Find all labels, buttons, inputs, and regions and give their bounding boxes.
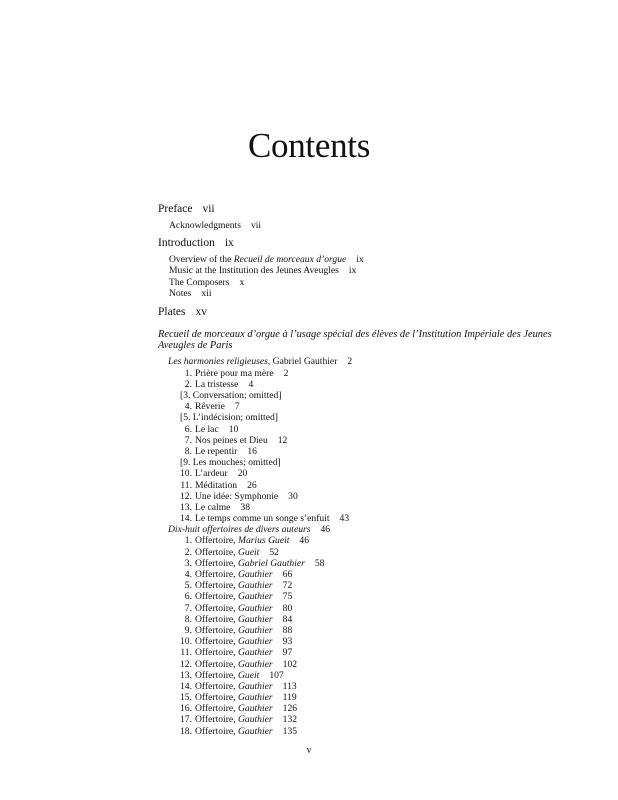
list-item bbox=[180, 670, 580, 681]
item-number: 9. bbox=[184, 624, 192, 636]
item-number: 17. bbox=[180, 714, 192, 726]
toc-entry-label: Introduction bbox=[158, 237, 215, 250]
toc-subentry bbox=[169, 265, 558, 276]
item-author: Gauthier bbox=[237, 624, 273, 636]
toc-entry-label: Plates bbox=[158, 306, 186, 319]
toc-page-number: 107 bbox=[269, 669, 284, 681]
item-title: Offertoire, bbox=[195, 714, 236, 726]
toc-page-number: 12 bbox=[277, 434, 288, 446]
item-title: Le repentir bbox=[195, 445, 238, 457]
list-item bbox=[180, 603, 580, 614]
item-title: Offertoire, bbox=[195, 669, 236, 681]
item-title: Une idée: Symphonie bbox=[195, 490, 279, 502]
chapter-title: Les harmonies religieuses, bbox=[168, 356, 271, 368]
list-item bbox=[180, 703, 580, 714]
item-number: 12. bbox=[180, 658, 192, 670]
list-item bbox=[180, 614, 580, 625]
list-item bbox=[180, 379, 580, 390]
item-title: Offertoire, bbox=[195, 557, 236, 569]
item-number: 8. bbox=[184, 613, 192, 625]
item-author: Gauthier bbox=[237, 692, 273, 704]
toc-entry-label: Preface bbox=[158, 203, 193, 215]
list-item bbox=[180, 636, 580, 647]
list-item bbox=[180, 558, 580, 569]
item-title: Offertoire, bbox=[195, 591, 236, 603]
list-item bbox=[180, 491, 580, 502]
toc-page-number: vii bbox=[250, 220, 262, 231]
item-title: Offertoire, bbox=[195, 546, 236, 558]
item-author: Marius Gueit bbox=[237, 535, 290, 547]
item-author: Gabriel Gauthier bbox=[237, 557, 305, 569]
list-item bbox=[180, 446, 580, 457]
toc-page-number: ix bbox=[348, 265, 357, 277]
toc-page-number: 97 bbox=[282, 647, 293, 659]
list-item bbox=[180, 547, 580, 558]
list-item bbox=[180, 480, 580, 491]
toc-entry-preface bbox=[158, 203, 558, 216]
item-number: 5. bbox=[184, 580, 192, 592]
list-item bbox=[180, 591, 580, 602]
list-item bbox=[180, 625, 580, 636]
list-item bbox=[180, 692, 580, 703]
item-title: Le calme bbox=[195, 501, 231, 513]
toc-page-number: xv bbox=[195, 306, 207, 319]
item-number: 1. bbox=[184, 367, 192, 379]
toc-subentry-label: Notes bbox=[169, 287, 192, 299]
page-title: Contents bbox=[247, 126, 371, 165]
toc-page-number: 126 bbox=[282, 703, 298, 715]
item-number: 3. bbox=[184, 557, 192, 569]
toc-subentry-label: Acknowledgments bbox=[169, 220, 241, 231]
toc-page-number: 2 bbox=[283, 367, 289, 379]
toc-chapter-harmonies bbox=[168, 356, 558, 367]
toc-page-number: 43 bbox=[339, 513, 350, 525]
item-author: Gauthier bbox=[237, 602, 273, 614]
toc-page-number: 72 bbox=[282, 580, 293, 592]
item-title: La tristesse bbox=[195, 378, 239, 390]
offertoires-entries bbox=[180, 535, 580, 736]
item-number: 18. bbox=[180, 725, 192, 737]
item-author: Gauthier bbox=[237, 613, 273, 625]
toc-page-number: 38 bbox=[240, 501, 251, 513]
item-title: L’ardeur bbox=[195, 468, 228, 480]
item-title: [5. L’indécision; omitted] bbox=[180, 412, 278, 424]
harmonies-entries bbox=[180, 368, 580, 525]
toc-page-number: 113 bbox=[282, 680, 297, 692]
item-number: 10. bbox=[180, 468, 192, 480]
toc-page-number: 119 bbox=[282, 692, 297, 704]
toc-page-number: ix bbox=[356, 254, 364, 266]
item-author: Gauthier bbox=[237, 714, 273, 726]
item-title: Offertoire, bbox=[195, 580, 236, 592]
toc-page-number: x bbox=[239, 276, 245, 288]
item-title: Méditation bbox=[195, 479, 238, 491]
list-item bbox=[180, 714, 580, 725]
item-title: [3. Conversation; omitted] bbox=[180, 390, 282, 401]
toc-subentry bbox=[169, 220, 558, 231]
toc-page-number: 46 bbox=[299, 535, 310, 547]
item-author: Gueit bbox=[237, 546, 260, 558]
item-number: 8. bbox=[184, 445, 192, 457]
toc-page-number: 66 bbox=[282, 569, 293, 581]
item-title: Offertoire, bbox=[195, 692, 236, 704]
toc-page-number: 80 bbox=[282, 602, 293, 614]
toc-subentry-label: Music at the Institution des Jeunes Aveugles bbox=[169, 265, 339, 277]
item-title: Rêverie bbox=[195, 401, 225, 413]
toc-page-number: 93 bbox=[282, 636, 293, 648]
chapter-title: Dix-huit offertoires de divers auteurs bbox=[168, 524, 311, 536]
toc-page-number: 102 bbox=[282, 658, 298, 670]
item-number: 7. bbox=[184, 602, 192, 614]
item-number: 14. bbox=[180, 680, 192, 692]
toc-page-number: 2 bbox=[347, 356, 353, 368]
item-number: 14. bbox=[180, 513, 192, 525]
item-title: Prière pour ma mère bbox=[195, 367, 274, 379]
item-number: 4. bbox=[184, 569, 192, 581]
item-number: 11. bbox=[180, 647, 192, 659]
toc-subentry-label: Overview of the bbox=[169, 254, 234, 266]
item-author: Gauthier bbox=[237, 703, 273, 715]
toc-page-number: 7 bbox=[234, 401, 240, 413]
list-item bbox=[180, 390, 580, 401]
toc-page-number: xii bbox=[201, 287, 212, 299]
list-item bbox=[180, 401, 580, 412]
toc-page-number: 46 bbox=[320, 524, 331, 536]
item-title: Offertoire, bbox=[195, 647, 236, 659]
item-title: Offertoire, bbox=[195, 535, 236, 547]
item-title: Offertoire, bbox=[195, 613, 236, 625]
toc-chapter-offertoires bbox=[168, 524, 558, 535]
toc-subentry bbox=[169, 288, 558, 299]
list-item bbox=[180, 681, 580, 692]
toc-subentry bbox=[169, 277, 558, 288]
list-item bbox=[180, 726, 580, 737]
toc-page-number: 84 bbox=[282, 613, 293, 625]
item-title: Offertoire, bbox=[195, 725, 236, 737]
item-title: Offertoire, bbox=[195, 602, 236, 614]
item-number: 2. bbox=[184, 546, 192, 558]
item-author: Gauthier bbox=[237, 658, 273, 670]
toc-page-number: 135 bbox=[282, 725, 298, 737]
toc-page-number: vii bbox=[202, 203, 215, 215]
item-title: Offertoire, bbox=[195, 569, 236, 581]
item-author: Gauthier bbox=[237, 636, 273, 648]
toc-page-number: 52 bbox=[269, 546, 279, 558]
toc-entry-plates bbox=[158, 306, 558, 319]
table-of-contents bbox=[158, 203, 558, 737]
item-number: 4. bbox=[184, 401, 192, 413]
toc-page-number: 75 bbox=[282, 591, 293, 603]
item-number: 13. bbox=[180, 669, 192, 681]
introduction-subentries bbox=[158, 254, 558, 299]
item-number: 10. bbox=[180, 636, 192, 648]
item-title: Le temps comme un songe s’enfuit bbox=[195, 513, 330, 525]
item-title: Offertoire, bbox=[195, 624, 236, 636]
toc-entry-introduction bbox=[158, 237, 558, 250]
toc-page-number: 58 bbox=[314, 557, 325, 569]
item-number: 11. bbox=[180, 479, 192, 491]
toc-page-number: 20 bbox=[237, 468, 248, 480]
list-item bbox=[180, 424, 580, 435]
item-author: Gauthier bbox=[237, 580, 273, 592]
list-item bbox=[180, 412, 580, 423]
list-item bbox=[180, 647, 580, 658]
chapter-author: Gabriel Gauthier bbox=[272, 356, 338, 368]
toc-page-number: 30 bbox=[288, 490, 298, 502]
page-folio: v bbox=[306, 745, 312, 756]
item-title: Nos peines et Dieu bbox=[195, 434, 268, 446]
item-title: Offertoire, bbox=[195, 680, 236, 692]
item-title: Offertoire, bbox=[195, 658, 236, 670]
item-author: Gauthier bbox=[237, 647, 273, 659]
item-author: Gauthier bbox=[237, 569, 273, 581]
recueil-title: Recueil de morceaux d’orgue à l’usage spécial des élèves de l’Institution Impériale des Jeunes Aveugles de Paris bbox=[158, 329, 552, 352]
item-number: 12. bbox=[180, 490, 192, 502]
list-item bbox=[180, 569, 580, 580]
toc-page-number: 4 bbox=[248, 378, 254, 390]
item-number: 2. bbox=[184, 378, 192, 390]
item-number: 15. bbox=[180, 692, 192, 704]
item-title: [9. Les mouches; omitted] bbox=[180, 457, 281, 469]
item-author: Gauthier bbox=[237, 680, 273, 692]
item-number: 6. bbox=[184, 423, 192, 435]
toc-page-number: 132 bbox=[282, 714, 298, 726]
list-item bbox=[180, 659, 580, 670]
toc-page-number: ix bbox=[224, 237, 234, 250]
item-number: 6. bbox=[184, 591, 192, 603]
item-author: Gauthier bbox=[237, 591, 273, 603]
toc-subentry-label: The Composers bbox=[169, 276, 230, 288]
list-item bbox=[180, 468, 580, 479]
item-title: Offertoire, bbox=[195, 703, 236, 715]
toc-page-number: 26 bbox=[247, 479, 257, 491]
item-title: Offertoire, bbox=[195, 636, 236, 648]
toc-subentry-italic-title: Recueil de morceaux d’orgue bbox=[233, 254, 347, 266]
toc-page-number: 88 bbox=[282, 624, 293, 636]
list-item bbox=[180, 502, 580, 513]
toc-subentry bbox=[169, 254, 558, 265]
item-author: Gauthier bbox=[237, 725, 273, 737]
list-item bbox=[180, 513, 580, 524]
item-author: Gueit bbox=[237, 669, 260, 681]
item-title: Le lac bbox=[195, 423, 219, 435]
toc-page-number: 16 bbox=[247, 445, 257, 457]
item-number: 13. bbox=[180, 501, 192, 513]
list-item bbox=[180, 535, 580, 546]
item-number: 1. bbox=[184, 535, 192, 547]
list-item bbox=[180, 368, 580, 379]
preface-subentries bbox=[158, 220, 558, 231]
item-number: 7. bbox=[184, 434, 192, 446]
list-item bbox=[180, 580, 580, 591]
toc-page-number: 10 bbox=[228, 423, 239, 435]
list-item bbox=[180, 435, 580, 446]
list-item bbox=[180, 457, 580, 468]
item-number: 16. bbox=[180, 703, 192, 715]
